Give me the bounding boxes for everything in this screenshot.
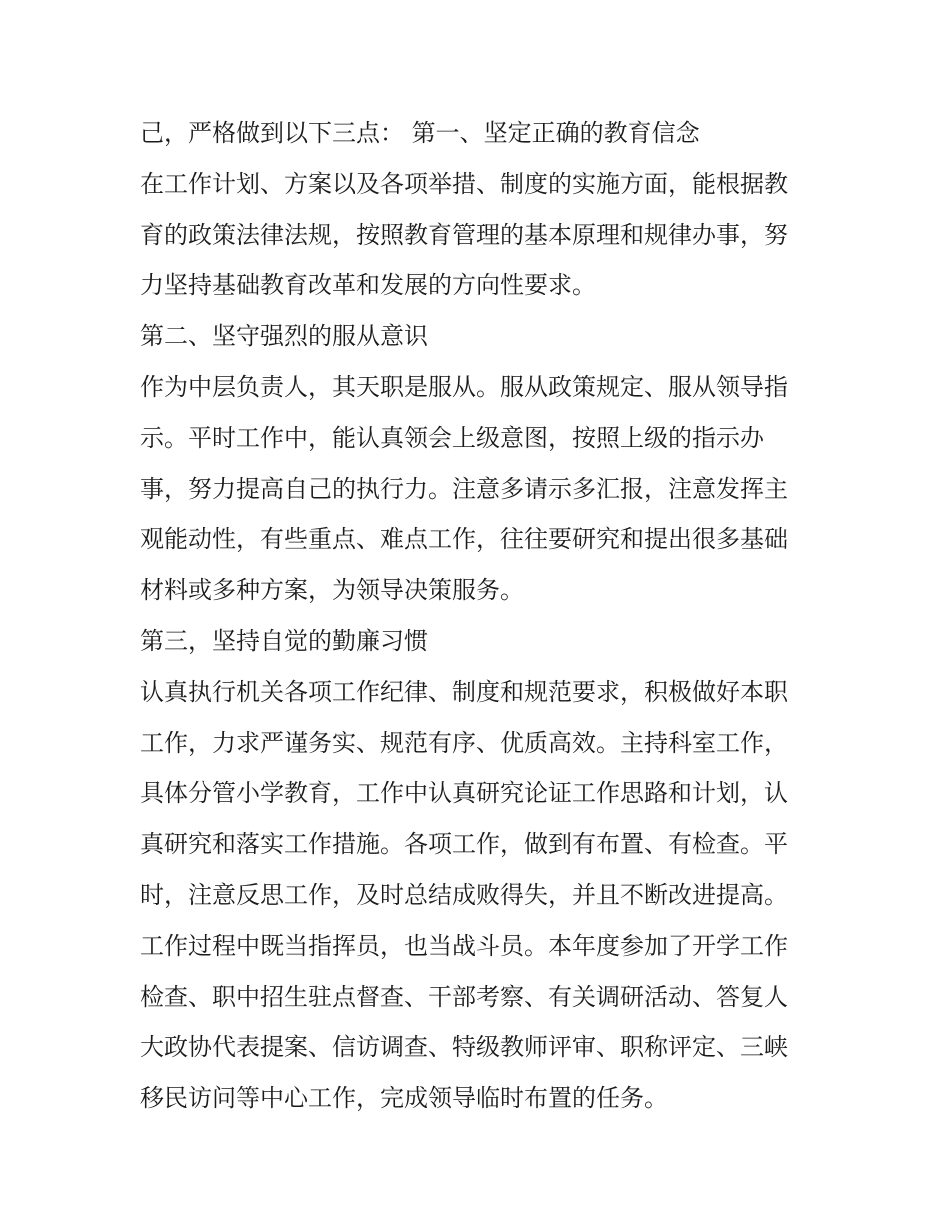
text-line-1: 己，严格做到以下三点： 第一、坚定正确的教育信念 [140,119,700,147]
text-line-13: 工作，力求严谨务实、规范有序、优质高效。主持科室工作， [140,728,788,757]
text-line-3: 育的政策法律法规，按照教育管理的基本原理和规律办事，努 [140,220,788,249]
text-line-17: 工作过程中既当指挥员，也当战斗员。本年度参加了开学工作 [140,931,788,960]
text-line-14: 具体分管小学教育，工作中认真研究论证工作思路和计划，认 [140,779,788,808]
text-line-20: 移民访问等中心工作，完成领导临时布置的任务。 [140,1084,668,1113]
text-line-16: 时，注意反思工作，及时总结成败得失，并且不断改进提高。 [140,880,788,909]
text-line-10: 材料或多种方案，为领导决策服务。 [140,576,524,605]
document-body [140,108,830,1124]
text-line-6: 作为中层负责人，其天职是服从。服从政策规定、服从领导指 [140,372,788,401]
text-line-12: 认真执行机关各项工作纪律、制度和规范要求，积极做好本职 [140,677,788,706]
text-line-15: 真研究和落实工作措施。各项工作，做到有布置、有检查。平 [140,830,788,859]
section-heading-3: 第三，坚持自觉的勤廉习惯 [140,626,428,655]
text-line-8: 事，努力提高自己的执行力。注意多请示多汇报，注意发挥主 [140,474,788,503]
text-line-4: 力坚持基础教育改革和发展的方向性要求。 [140,271,596,300]
section-heading-2: 第二、坚守强烈的服从意识 [140,322,428,351]
text-line-19: 大政协代表提案、信访调查、特级教师评审、职称评定、三峡 [140,1033,788,1062]
text-line-2: 在工作计划、方案以及各项举措、制度的实施方面，能根据教 [140,169,788,198]
text-line-18: 检查、职中招生驻点督查、干部考察、有关调研活动、答复人 [140,982,788,1011]
text-line-9: 观能动性，有些重点、难点工作，往往要研究和提出很多基础 [140,525,788,554]
text-line-7: 示。平时工作中，能认真领会上级意图，按照上级的指示办 [140,423,764,452]
